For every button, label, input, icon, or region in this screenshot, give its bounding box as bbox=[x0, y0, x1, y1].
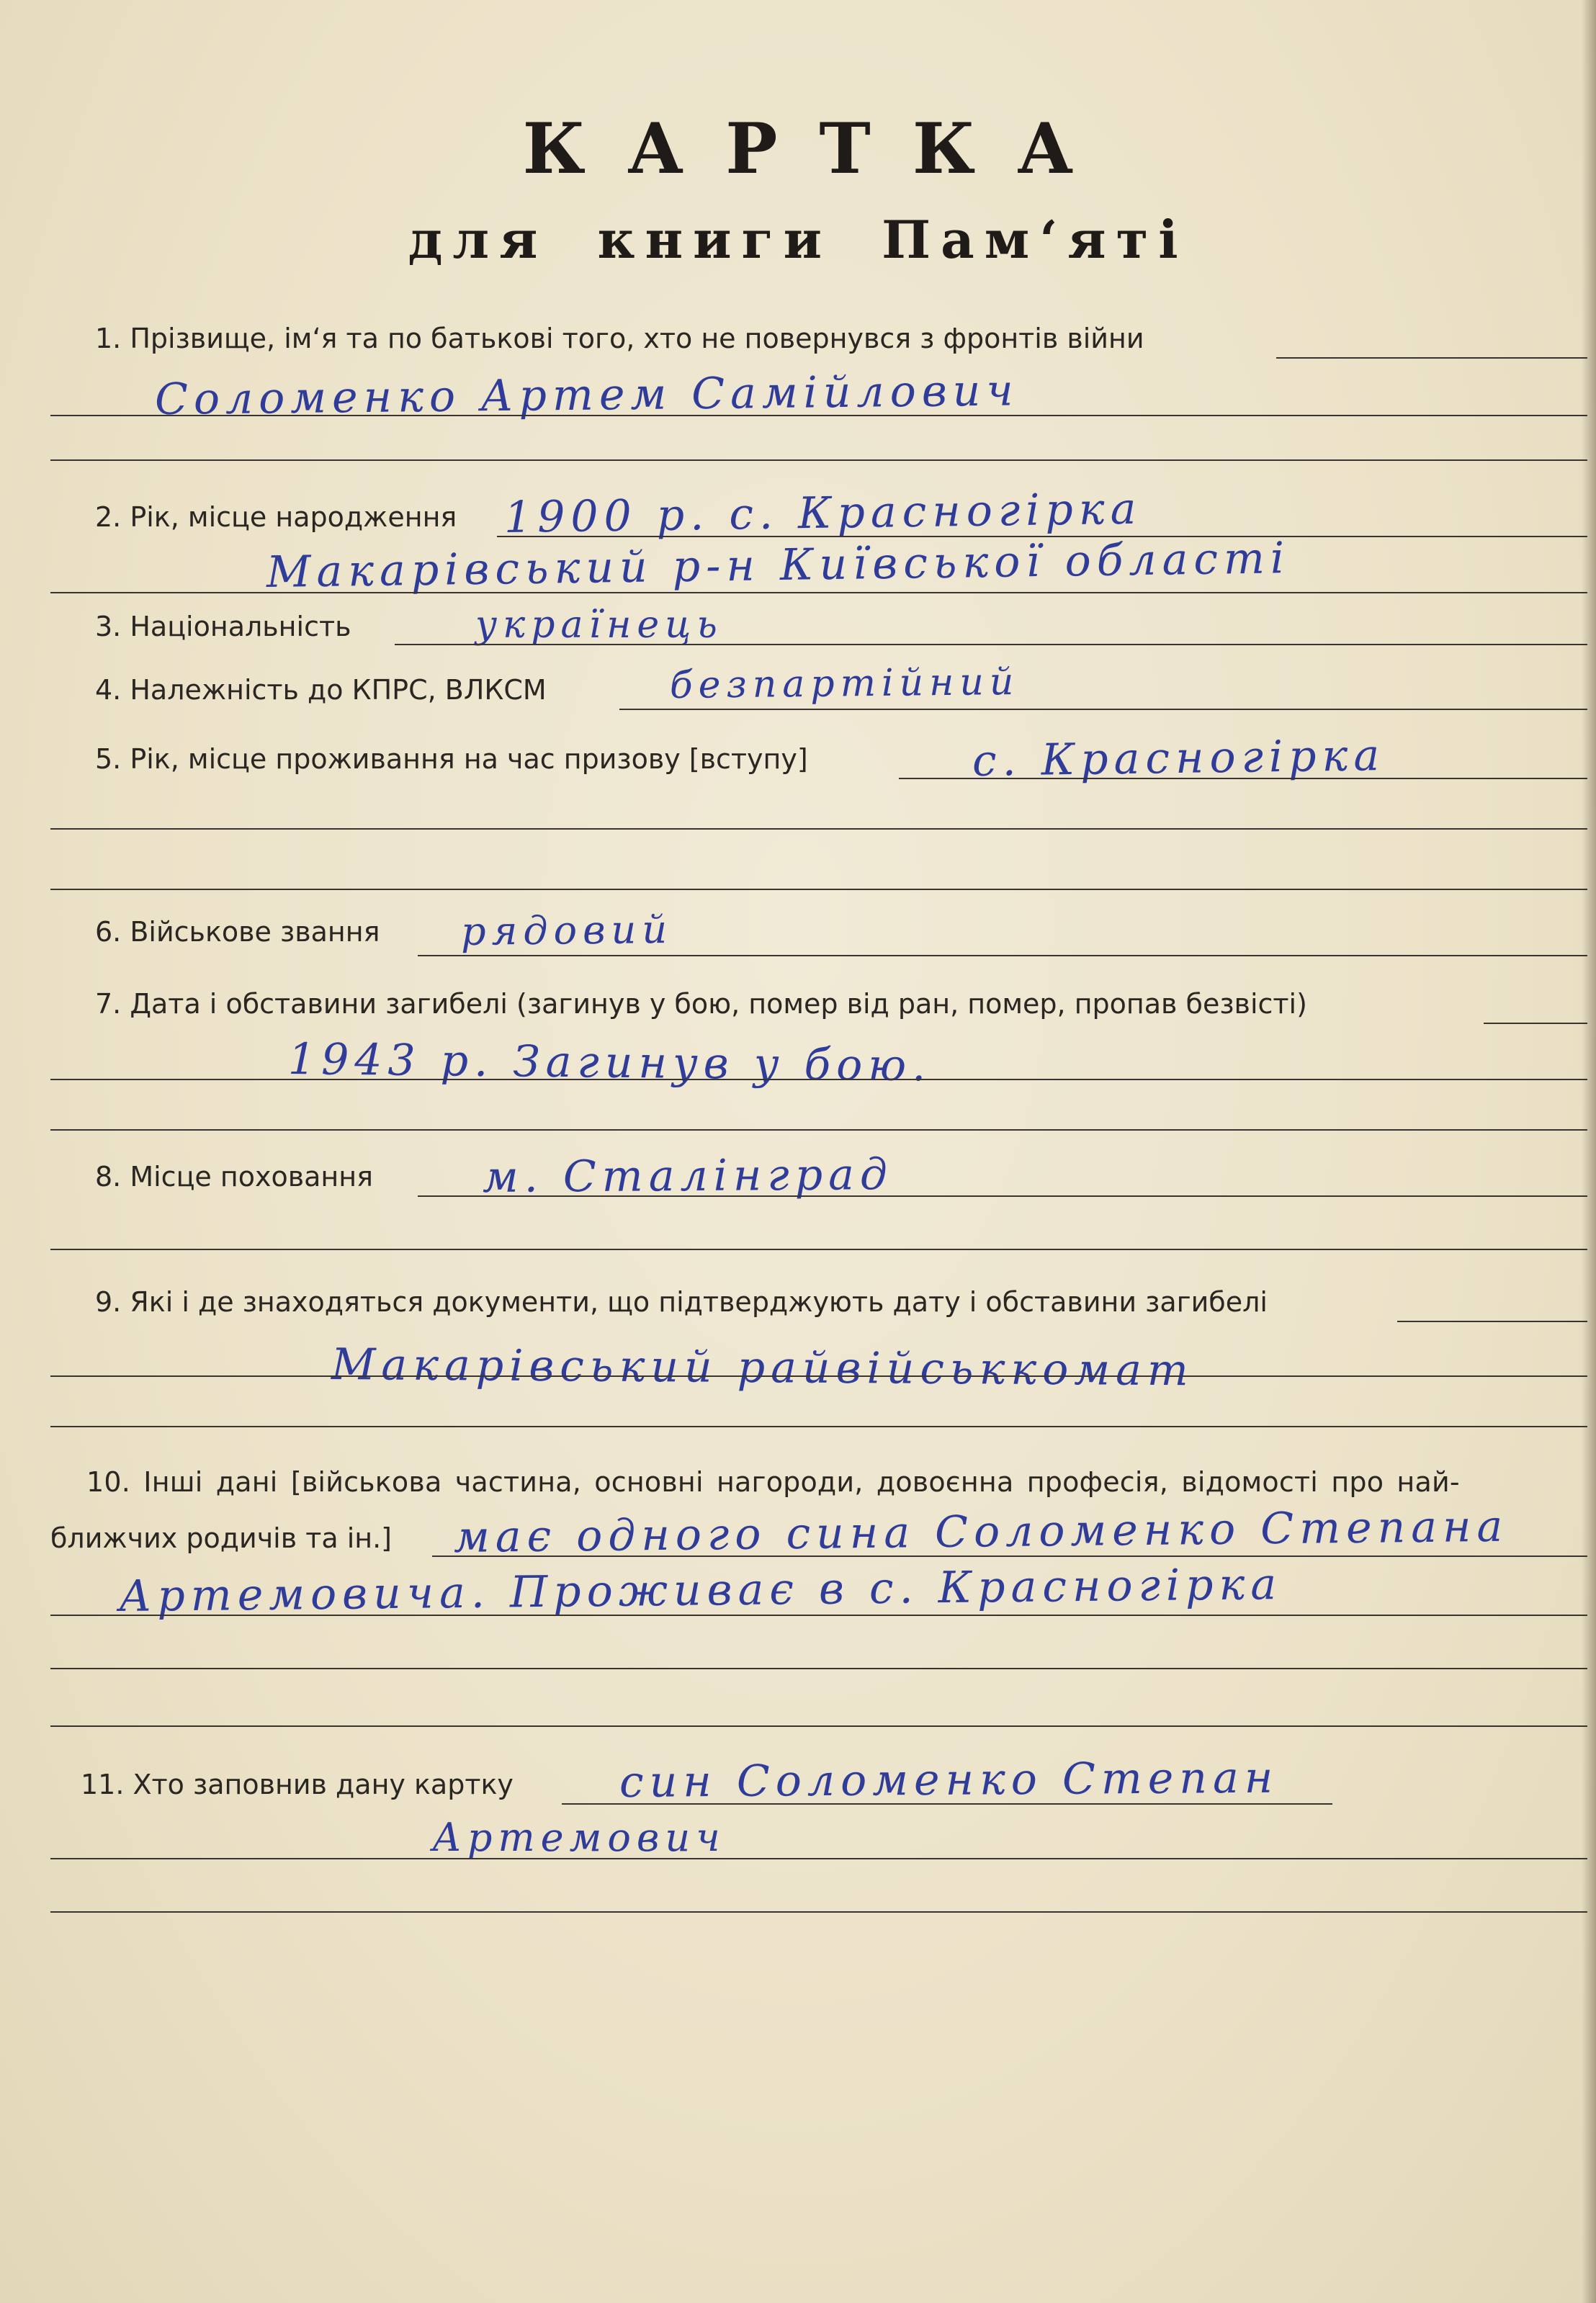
field-5-line-3 bbox=[50, 889, 1587, 890]
field-10-value-line1: має одного сина Соломенко Степана bbox=[453, 1501, 1509, 1563]
field-4-label: 4. Належність до КПРС, ВЛКСМ bbox=[95, 674, 547, 706]
field-9-value: Макарівський райвійськкомат bbox=[331, 1339, 1195, 1396]
field-7-label: 7. Дата і обставини загибелі (загинув у бою, помер від ран, помер, пропав безвісті) bbox=[95, 988, 1307, 1020]
field-11-value-line1: син Соломенко Степан bbox=[619, 1752, 1279, 1808]
field-3-label: 3. Національність bbox=[95, 611, 351, 642]
field-8-line-2 bbox=[50, 1249, 1587, 1250]
field-8-label: 8. Місце поховання bbox=[95, 1161, 373, 1193]
field-10-value-line2: Артемовича. Проживає в с. Красногірка bbox=[118, 1559, 1283, 1622]
field-8-value: м. Сталінград bbox=[482, 1149, 894, 1203]
field-2-value-line2: Макарівський р-н Київської області bbox=[266, 533, 1291, 598]
field-5-value: с. Красногірка bbox=[972, 730, 1386, 786]
field-7-line-2 bbox=[50, 1079, 1587, 1080]
field-1-value: Соломенко Артем Самійлович bbox=[154, 365, 1020, 425]
field-11-label: 11. Хто заповнив дану картку bbox=[81, 1769, 514, 1800]
field-9-line-2 bbox=[50, 1375, 1587, 1377]
field-11-line-3 bbox=[50, 1911, 1587, 1913]
field-2-label: 2. Рік, місце народження bbox=[95, 501, 457, 533]
field-1-line-2 bbox=[50, 415, 1587, 416]
field-10-label-line1: 10. Інші дані [військова частина, основні нагороди, довоєнна професія, відомості про най- bbox=[86, 1466, 1460, 1498]
field-4-value: безпартійний bbox=[669, 660, 1020, 707]
field-10-line-4 bbox=[50, 1725, 1587, 1727]
paper-edge-shadow bbox=[1582, 0, 1596, 2303]
card-subtitle: для книги Пам‘яті bbox=[408, 209, 1188, 270]
field-5-label: 5. Рік, місце проживання на час призову [вступу] bbox=[95, 743, 808, 775]
field-7-rule bbox=[1484, 1023, 1587, 1024]
field-2-value-line1: 1900 р. с. Красногірка bbox=[503, 483, 1142, 543]
field-10-line-3 bbox=[50, 1668, 1587, 1669]
field-5-rule bbox=[899, 778, 1587, 779]
field-6-label: 6. Військове звання bbox=[95, 916, 380, 948]
field-11-line-2 bbox=[50, 1858, 1587, 1859]
field-2-line-2 bbox=[50, 592, 1587, 593]
field-9-rule bbox=[1397, 1321, 1587, 1322]
field-6-rule bbox=[418, 955, 1587, 956]
field-11-rule bbox=[562, 1803, 1332, 1805]
field-6-value: рядовий bbox=[460, 906, 673, 954]
field-4-rule bbox=[619, 709, 1587, 710]
field-8-rule bbox=[418, 1195, 1587, 1197]
field-7-line-3 bbox=[50, 1129, 1587, 1131]
card-title: КАРТКА bbox=[522, 108, 1116, 189]
field-9-label: 9. Які і де знаходяться документи, що підтверджують дату і обставини загибелі bbox=[95, 1286, 1268, 1318]
field-1-line-3 bbox=[50, 459, 1587, 461]
field-5-line-2 bbox=[50, 828, 1587, 830]
field-9-line-3 bbox=[50, 1426, 1587, 1427]
field-10-label-line2: ближчих родичів та ін.] bbox=[50, 1522, 392, 1554]
field-10-rule bbox=[432, 1555, 1587, 1557]
field-3-value: українець bbox=[475, 603, 723, 647]
field-10-line-2 bbox=[50, 1615, 1587, 1616]
field-1-label: 1. Прізвище, ім‘я та по батькові того, хто не повернувся з фронтів війни bbox=[95, 323, 1144, 354]
field-11-value-line2: Артемович bbox=[432, 1815, 726, 1860]
field-3-rule bbox=[395, 644, 1587, 645]
field-1-rule bbox=[1276, 357, 1587, 359]
field-7-value: 1943 р. Загинув у бою. bbox=[287, 1034, 932, 1092]
